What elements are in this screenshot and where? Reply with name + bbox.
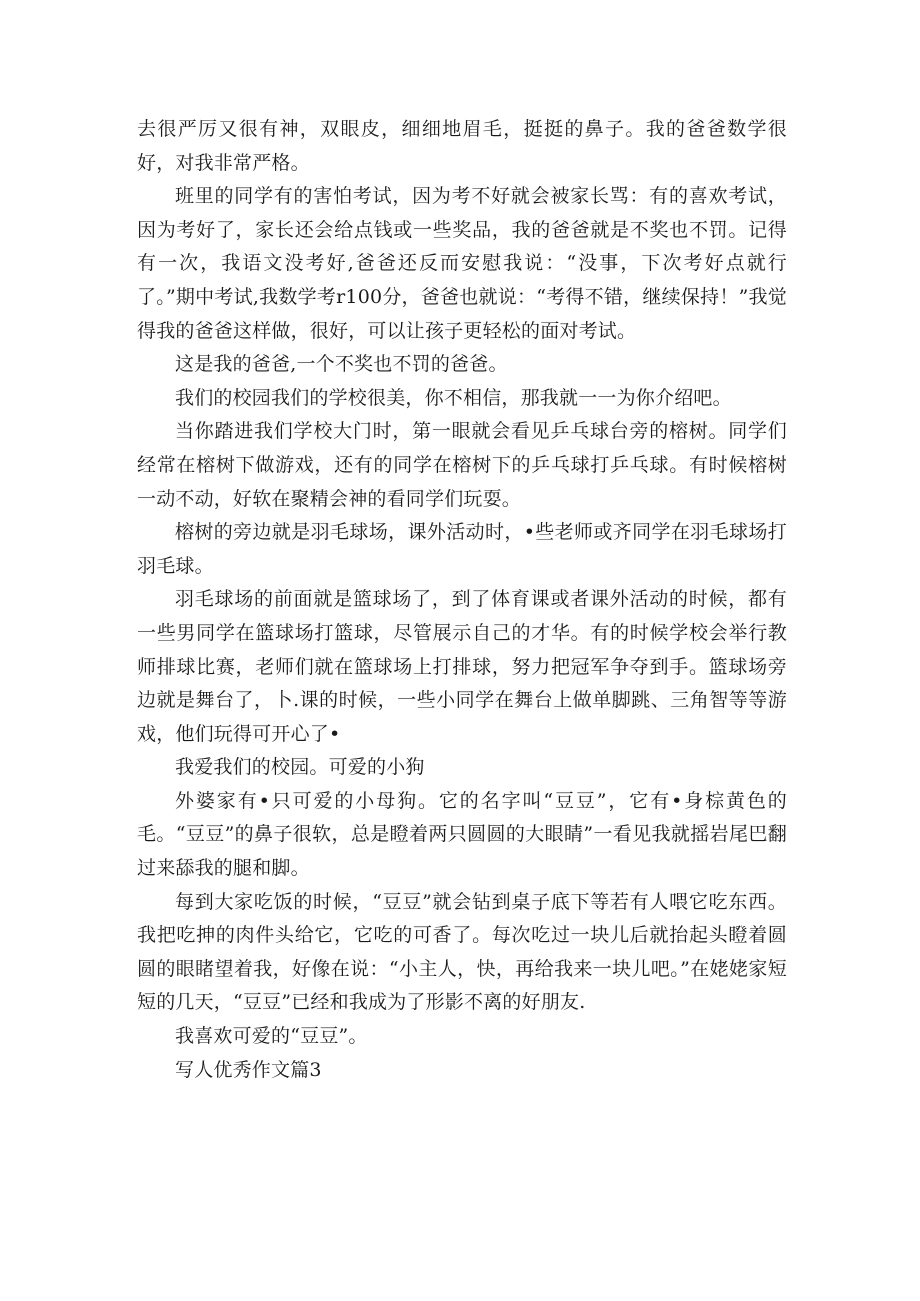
paragraph-badminton: 榕树的旁边就是羽毛球场，课外活动时，•些老师或齐同学在羽毛球场打羽毛球。	[137, 521, 787, 577]
paragraph-continuation: 去很严厉又很有神，双眼皮，细细地眉毛，挺挺的鼻子。我的爸爸数学很好，对我非常严格。	[137, 118, 787, 174]
paragraph-love-campus: 我爱我们的校园。可爱的小狗	[175, 756, 425, 779]
paragraph-puppy-intro: 外婆家有•只可爱的小母狗。它的名字叫“豆豆”，它有•身棕黄色的毛。“豆豆”的鼻子很软，总是瞪着两只圆圆的大眼睛”一看见我就摇岩尾巴翻过来舔我的腿和脚。	[137, 789, 787, 880]
paragraph-puppy-meal: 每到大家吃饭的时候，“豆豆”就会钻到桌子底下等若有人喂它吃东西。我把吃抻的肉件头给它，它吃的可香了。每次吃过一块儿后就抬起头瞪着圆圆的眼睹望着我，好像在说：“小主人，快，再给我来一块儿吧。”在姥姥家短短的几天，“豆豆”已经和我成为了形影不离的好朋友.	[137, 890, 787, 1014]
paragraph-banyan-tree: 当你踏进我们学校大门时，第一眼就会看见乒乓球台旁的榕树。同学们经常在榕树下做游戏，还有的同学在榕树下的乒乓球打乒乓球。有时候榕树一动不动，好软在聚精会神的看同学们玩耍。	[137, 420, 787, 510]
paragraph-basketball: 羽毛球场的前面就是篮球场了，到了体育课或者课外活动的时候，都有一些男同学在篮球场打篮球，尽管展示自己的才华。有的时候学校会举行教师排球比赛，老师们就在篮球场上打排球，努力把冠军争夺到手。篮球场旁边就是舞台了，卜.课的时候，一些小同学在舞台上做单脚跳、三角智等等游戏，他们玩得可开心了•	[137, 588, 787, 745]
paragraph-puppy-love: 我喜欢可爱的“豆豆”。	[175, 1025, 368, 1048]
paragraph-dad-summary: 这是我的爸爸,一个不奖也不罚的爸爸。	[175, 353, 508, 376]
section-heading: 写人优秀作文篇3	[175, 1058, 322, 1081]
paragraph-exam: 班里的同学有的害怕考试，因为考不好就会被家长骂：有的喜欢考试，因为考好了，家长还会给点钱或一些奖品，我的爸爸就是不奖也不罚。记得有一次，我语文没考好,爸爸还反而安慰我说：“没事，下次考好点就行了。”期中考试,我数学考r100分，爸爸也就说：“考得不错，继续保持！”我觉得我的爸爸这样做，很好，可以让孩子更轻松的面对考试。	[137, 185, 787, 342]
paragraph-campus-intro: 我们的校园我们的学校很美，你不相信，那我就一一为你介绍吧。	[175, 386, 732, 409]
document-body	[137, 113, 787, 1087]
